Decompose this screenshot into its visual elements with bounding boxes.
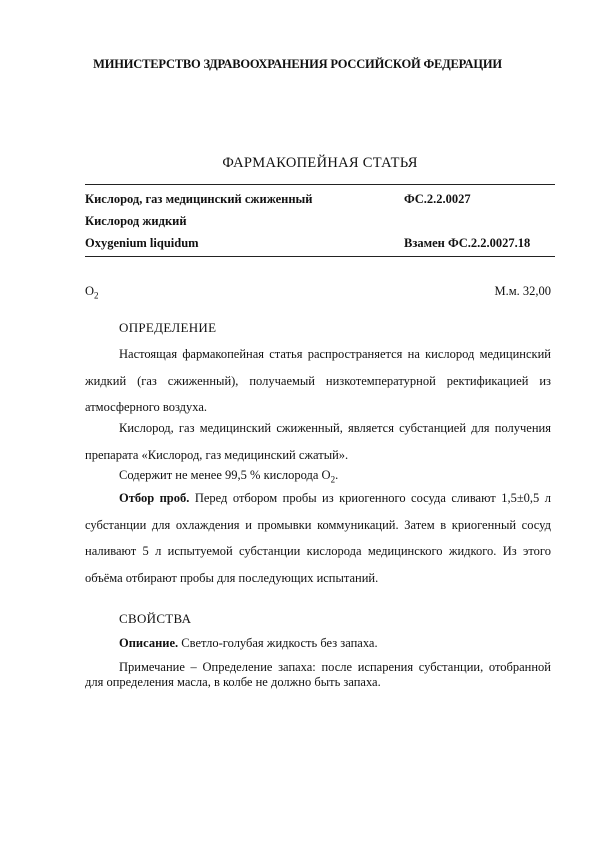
purity-subscript: 2 bbox=[330, 474, 336, 485]
molar-mass: М.м. 32,00 bbox=[494, 284, 551, 298]
formula-subscript: 2 bbox=[94, 290, 99, 301]
replaces-code: Взамен ФС.2.2.0027.18 bbox=[404, 236, 531, 250]
header-top-rule bbox=[85, 184, 555, 185]
definition-paragraph-2: Кислород, газ медицинский сжиженный, является субстанцией для получения препарата «Кислород, газ медицинский сжатый». bbox=[85, 421, 551, 462]
purity-end: . bbox=[335, 468, 339, 482]
substance-name: Кислород, газ медицинский сжиженный bbox=[85, 192, 313, 206]
sampling-paragraph bbox=[85, 485, 551, 591]
alternative-name: Кислород жидкий bbox=[85, 214, 187, 228]
description-label: Описание. bbox=[119, 636, 179, 650]
purity-text: Содержит не менее 99,5 % кислорода O bbox=[119, 468, 331, 482]
sampling-label: Отбор проб. bbox=[119, 491, 190, 505]
odor-note: Примечание – Определение запаха: после испарения субстанции, отобранной для определения масла, в колбе не должно быть запаха. bbox=[85, 660, 551, 689]
formula-base: O bbox=[85, 284, 95, 298]
sampling-text: Перед отбором пробы из криогенного сосуда сливают 1,5±0,5 л субстанции для охлаждения и промывки коммуникаций. Затем в криогенный сосуд наливают 5 л испытуемой субстанции кислорода медицинского жидкого. Из этого объёма отбирают пробы для последующих испытаний. bbox=[85, 491, 551, 585]
chemical-formula bbox=[85, 284, 99, 301]
description-line bbox=[119, 636, 378, 651]
definition-paragraph-1: Настоящая фармакопейная статья распространяется на кислород медицинский жидкий (газ сжиженный), получаемый низкотемпературной ректификацией из атмосферного воздуха. bbox=[85, 347, 551, 414]
header-bottom-rule bbox=[85, 256, 555, 257]
monograph-code: ФС.2.2.0027 bbox=[404, 192, 471, 206]
definition-heading: ОПРЕДЕЛЕНИЕ bbox=[119, 320, 217, 335]
properties-heading: СВОЙСТВА bbox=[119, 611, 192, 626]
latin-name: Oxygenium liquidum bbox=[85, 236, 199, 250]
description-text: Светло-голубая жидкость без запаха. bbox=[178, 636, 378, 650]
ministry-title: МИНИСТЕРСТВО ЗДРАВООХРАНЕНИЯ РОССИЙСКОЙ ФЕДЕРАЦИИ bbox=[93, 57, 502, 71]
document-type-title: ФАРМАКОПЕЙНАЯ СТАТЬЯ bbox=[222, 155, 418, 171]
